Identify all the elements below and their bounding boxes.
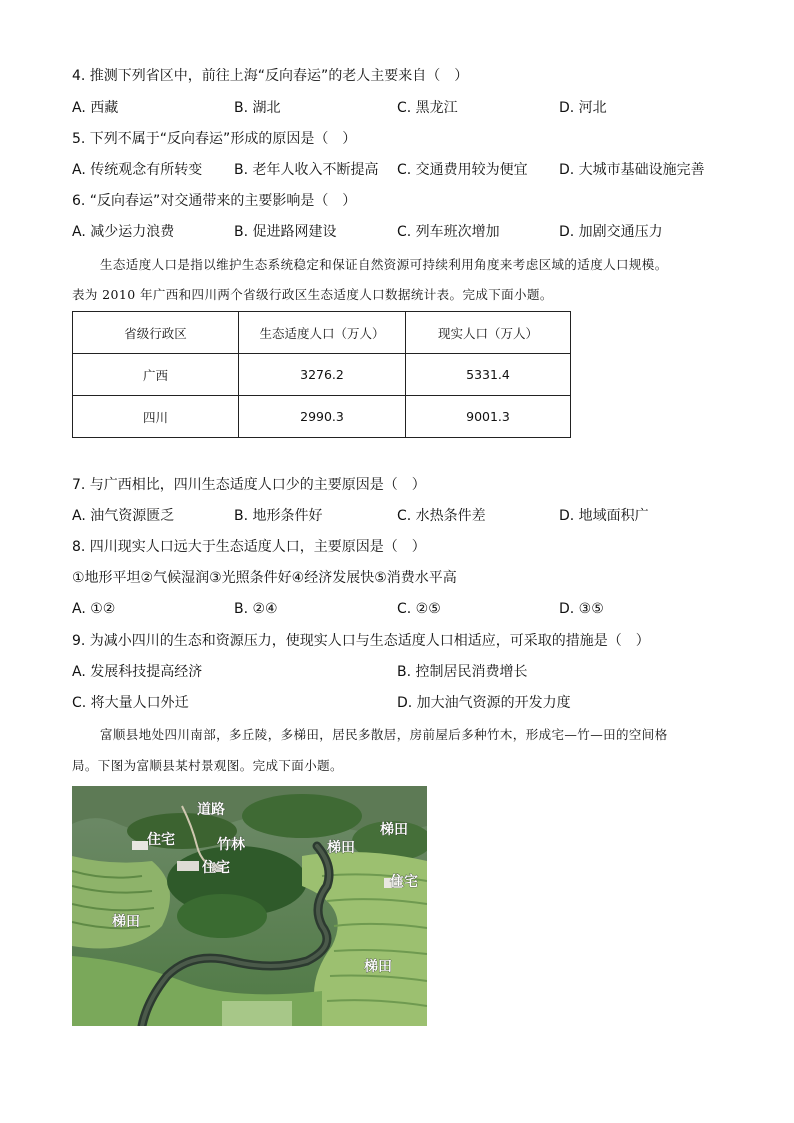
- question-8-statements: ①地形平坦②气候湿润③光照条件好④经济发展快⑤消费水平高: [72, 570, 457, 586]
- q9-option-b[interactable]: B. 控制居民消费增长: [397, 664, 528, 680]
- q6-option-d[interactable]: D. 加剧交通压力: [559, 224, 663, 240]
- village-landscape-photo: [72, 786, 427, 1026]
- question-4-stem: 4. 推测下列省区中，前往上海“反向春运”的老人主要来自（ ）: [72, 68, 469, 84]
- q7-option-d[interactable]: D. 地域面积广: [559, 508, 649, 524]
- table-header-row: [73, 312, 571, 354]
- label-house-1: 住宅: [147, 832, 175, 848]
- q9-option-d[interactable]: D. 加大油气资源的开发力度: [397, 695, 571, 711]
- q9-option-c[interactable]: C. 将大量人口外迁: [72, 695, 189, 711]
- q8-option-d[interactable]: D. ③⑤: [559, 601, 604, 617]
- label-terrace-4: 梯田: [364, 959, 392, 975]
- table-row: [73, 396, 571, 438]
- q5-option-b[interactable]: B. 老年人收入不断提高: [234, 162, 379, 178]
- table-header-cell: 生态适度人口（万人）: [239, 312, 406, 354]
- population-table: [72, 311, 571, 438]
- table-cell: 5331.4: [406, 354, 571, 396]
- intro2-paragraph-line-2: 局。下图为富顺县某村景观图。完成下面小题。: [72, 758, 343, 773]
- house: [177, 861, 199, 871]
- table-cell: 9001.3: [406, 396, 571, 438]
- q4-option-a[interactable]: A. 西藏: [72, 100, 119, 116]
- q7-option-a[interactable]: A. 油气资源匮乏: [72, 508, 175, 524]
- question-9-stem: 9. 为减小四川的生态和资源压力，使现实人口与生态适度人口相适应，可采取的措施是（ ）: [72, 633, 650, 649]
- q5-option-c[interactable]: C. 交通费用较为便宜: [397, 162, 528, 178]
- label-house-3: 住宅: [390, 874, 418, 890]
- table-header-cell: 省级行政区: [73, 312, 239, 354]
- landscape-illustration: [72, 786, 427, 1026]
- house: [132, 841, 148, 850]
- q6-option-c[interactable]: C. 列车班次增加: [397, 224, 500, 240]
- intro-paragraph-line-1: 生态适度人口是指以维护生态系统稳定和保证自然资源可持续利用角度来考虑区域的适度人口规模。: [100, 257, 668, 272]
- q8-option-b[interactable]: B. ②④: [234, 601, 278, 617]
- question-6-stem: 6. “反向春运”对交通带来的主要影响是（ ）: [72, 193, 357, 209]
- label-terrace-1: 梯田: [327, 840, 355, 856]
- tree-cluster: [242, 794, 362, 838]
- label-road: 道路: [197, 802, 225, 818]
- q7-option-b[interactable]: B. 地形条件好: [234, 508, 323, 524]
- intro-paragraph-line-2: 表为 2010 年广西和四川两个省级行政区生态适度人口数据统计表。完成下面小题。: [72, 287, 553, 302]
- label-house-2: 住宅: [202, 860, 230, 876]
- q6-option-b[interactable]: B. 促进路网建设: [234, 224, 337, 240]
- table-row: [73, 354, 571, 396]
- q4-option-b[interactable]: B. 湖北: [234, 100, 281, 116]
- question-7-stem: 7. 与广西相比，四川生态适度人口少的主要原因是（ ）: [72, 477, 426, 493]
- q5-option-d[interactable]: D. 大城市基础设施完善: [559, 162, 705, 178]
- table-cell: 3276.2: [239, 354, 406, 396]
- label-terrace-3: 梯田: [112, 914, 140, 930]
- question-5-stem: 5. 下列不属于“反向春运”形成的原因是（ ）: [72, 131, 357, 147]
- q4-option-d[interactable]: D. 河北: [559, 100, 607, 116]
- q5-option-a[interactable]: A. 传统观念有所转变: [72, 162, 203, 178]
- table-cell: 2990.3: [239, 396, 406, 438]
- q8-option-a[interactable]: A. ①②: [72, 601, 116, 617]
- label-bamboo: 竹林: [217, 837, 245, 853]
- q8-option-c[interactable]: C. ②⑤: [397, 601, 441, 617]
- field-patch: [222, 1001, 292, 1026]
- q7-option-c[interactable]: C. 水热条件差: [397, 508, 486, 524]
- bamboo-grove: [177, 894, 267, 938]
- q9-option-a[interactable]: A. 发展科技提高经济: [72, 664, 203, 680]
- label-terrace-2: 梯田: [380, 822, 408, 838]
- table-header-cell: 现实人口（万人）: [406, 312, 571, 354]
- q6-option-a[interactable]: A. 减少运力浪费: [72, 224, 175, 240]
- question-8-stem: 8. 四川现实人口远大于生态适度人口，主要原因是（ ）: [72, 539, 426, 555]
- intro2-paragraph-line-1: 富顺县地处四川南部，多丘陵，多梯田，居民多散居，房前屋后多种竹木，形成宅—竹—田的空间格: [100, 727, 668, 742]
- table-cell: 四川: [73, 396, 239, 438]
- table-cell: 广西: [73, 354, 239, 396]
- q4-option-c[interactable]: C. 黑龙江: [397, 100, 458, 116]
